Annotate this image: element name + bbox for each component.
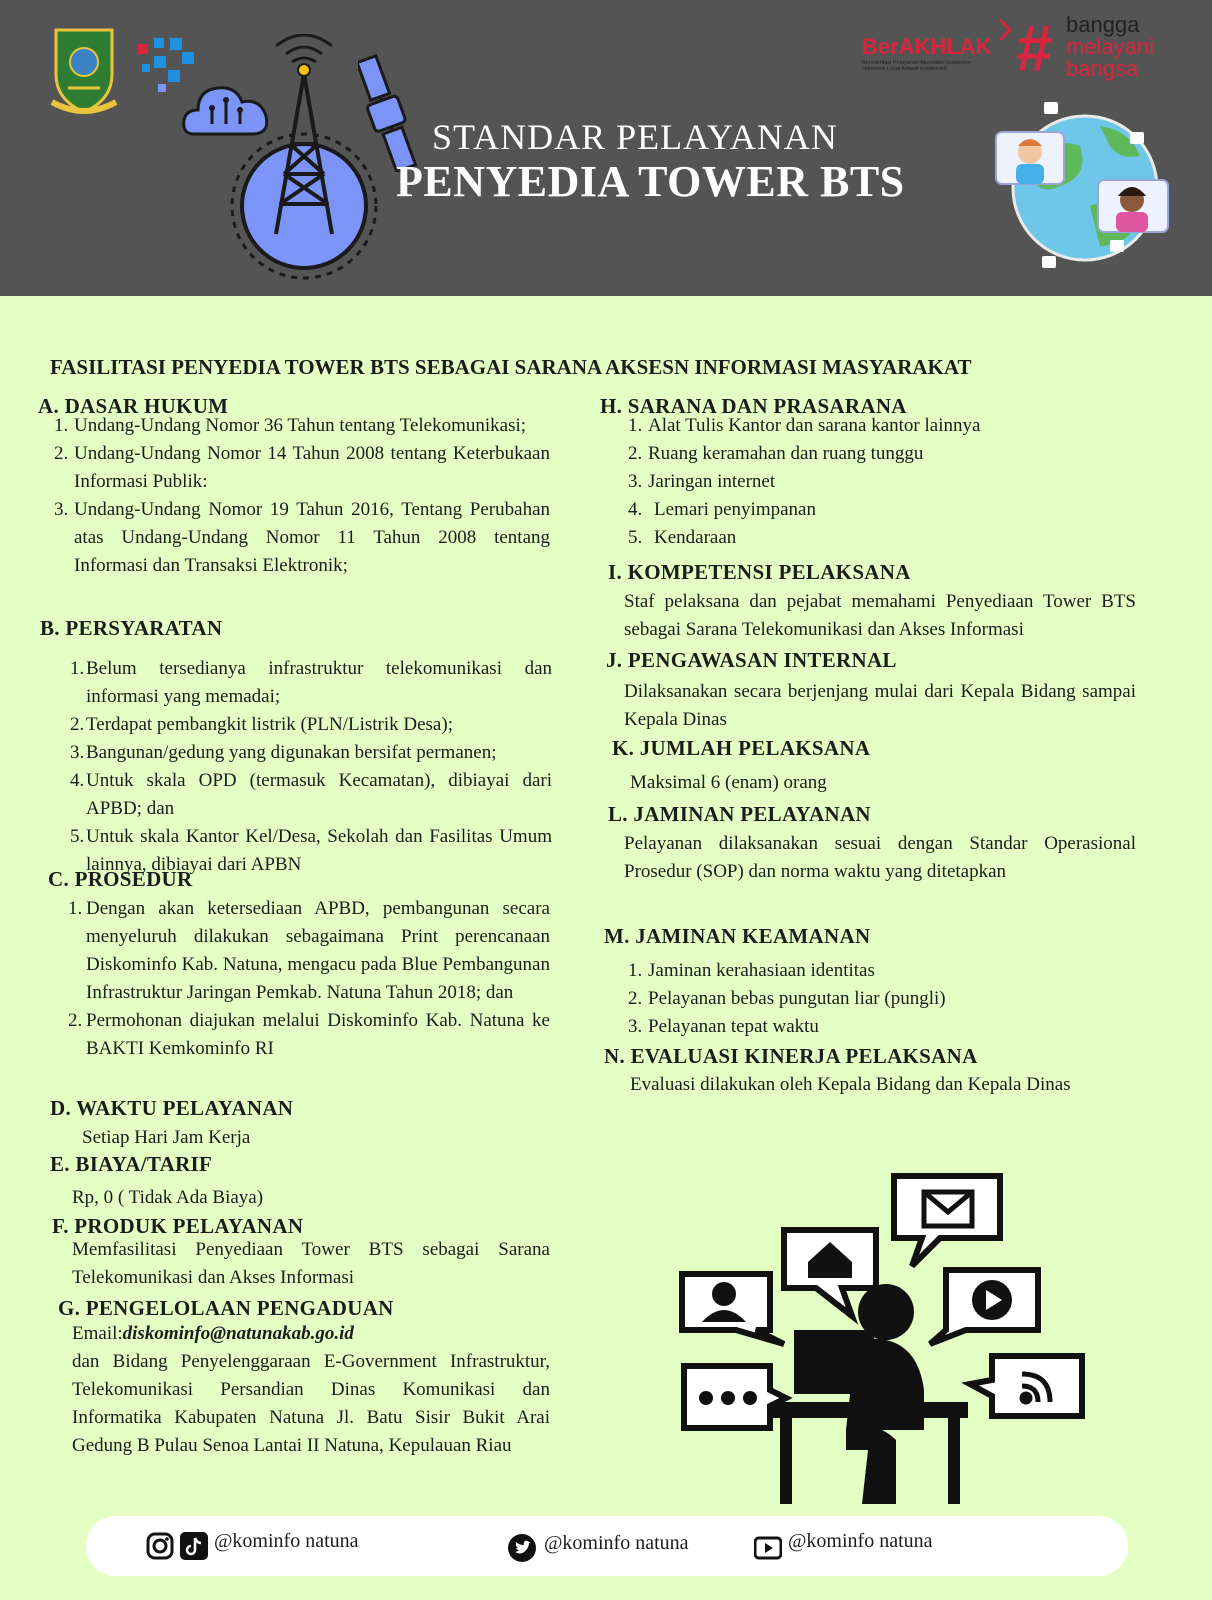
section-d-title: D. WAKTU PELAYANAN (50, 1096, 294, 1120)
section-b-title: B. PERSYARATAN (40, 616, 223, 640)
list-text: Ruang keramahan dan ruang tunggu (648, 443, 924, 464)
list-item (628, 468, 1148, 496)
bangga-melayani-bangsa (1066, 14, 1154, 80)
social-footer (86, 1516, 1128, 1576)
section-i-text: Staf pelaksana dan pejabat memahami Penyediaan Tower BTS sebagai Sarana Telekomunikasi dan Akses Informasi (624, 591, 1136, 640)
list-item (628, 440, 1148, 468)
berakhlak-tagline-1: Berorientasi Pelayanan Akuntabel Kompeten (862, 60, 972, 66)
tiktok-icon[interactable] (180, 1532, 208, 1560)
section-g-title: G. PENGELOLAAN PENGADUAN (58, 1296, 394, 1320)
bangsa-text: bangsa (1066, 56, 1139, 81)
list-item (628, 957, 1128, 985)
list-text: Alat Tulis Kantor dan sarana kantor lainnya (648, 415, 981, 436)
list-item (628, 496, 1148, 524)
section-h-list (628, 412, 1148, 552)
list-text: Terdapat pembangkit listrik (PLN/Listrik Desa); (86, 714, 453, 735)
section-b-list (70, 655, 552, 879)
list-item (70, 767, 552, 823)
desk-top (772, 1402, 968, 1418)
section-e-text: Rp, 0 ( Tidak Ada Biaya) (72, 1187, 264, 1208)
melayani-text: melayani (1066, 34, 1155, 59)
instagram-tiktok-handle[interactable]: @kominfo natuna (214, 1530, 359, 1552)
twitter-icon[interactable] (508, 1534, 536, 1562)
section-f-title: F. PRODUK PELAYANAN (52, 1214, 304, 1238)
list-text: Jaringan internet (648, 471, 776, 492)
list-number: 4. (628, 499, 643, 520)
section-c-list (68, 895, 550, 1063)
list-number: 2. (628, 443, 643, 464)
section-a-title: A. DASAR HUKUM (38, 394, 229, 418)
list-number: 3. (54, 499, 69, 520)
section-e-title: E. BIAYA/TARIF (50, 1152, 213, 1176)
list-number: 2. (70, 714, 85, 735)
section-g-text: dan Bidang Penyelenggaraan E-Government Infrastruktur, Telekomunikasi Persandian Dinas Komunikasi dan Informatika Kabupaten Natuna Jl. Batu Sisir Bukit Arai Gedung B Pulau Senoa Lantai II Natuna, Kepulauan Riau (72, 1351, 550, 1456)
list-number: 3. (628, 1016, 643, 1037)
section-j-title: J. PENGAWASAN INTERNAL (606, 648, 897, 672)
list-number: 2. (54, 443, 69, 464)
section-m-title: M. JAMINAN KEAMANAN (604, 924, 871, 948)
list-number: 3. (628, 471, 643, 492)
list-number: 2. (68, 1010, 83, 1031)
list-text: Pelayanan bebas pungutan liar (pungli) (648, 988, 946, 1009)
email-label: Email: (72, 1323, 123, 1344)
list-number: 1. (628, 415, 643, 436)
list-text: Untuk skala Kantor Kel/Desa, Sekolah dan Fasilitas Umum lainnya, dibiayai dari APBN (86, 826, 552, 875)
list-text: Dengan akan ketersediaan APBD, pembangunan secara menyeluruh dilakukan sebagaimana Print perencanaan Diskominfo Kab. Natuna, mengacu pada Blue Pembangunan Infrastruktur Jaringan Pemkab. Natuna Tahun 2018; dan (86, 898, 550, 1003)
section-i-title: I. KOMPETENSI PELAKSANA (608, 560, 911, 584)
section-m-list (628, 957, 1128, 1041)
section-k-title: K. JUMLAH PELAKSANA (612, 736, 871, 760)
hashtag-icon: # (1016, 11, 1053, 85)
list-text: Untuk skala OPD (termasuk Kecamatan), dibiayai dari APBD; dan (86, 770, 552, 819)
list-item (54, 440, 550, 496)
youtube-handle[interactable]: @kominfo natuna (788, 1530, 933, 1552)
list-number: 3. (70, 742, 85, 763)
section-j-text: Dilaksanakan secara berjenjang mulai dari Kepala Bidang sampai Kepala Dinas (624, 681, 1136, 730)
section-n-title: N. EVALUASI KINERJA PELAKSANA (604, 1044, 978, 1068)
list-item (70, 739, 552, 767)
list-number: 5. (70, 826, 85, 847)
instagram-icon[interactable] (146, 1532, 174, 1560)
list-item (54, 412, 550, 440)
mail-icon (924, 1192, 972, 1226)
section-l-text: Pelayanan dilaksanakan sesuai dengan Standar Operasional Prosedur (SOP) dan norma waktu yang ditetapkan (624, 833, 1136, 882)
list-text: Kendaraan (654, 527, 737, 548)
email-link[interactable]: diskominfo@natunakab.go.id (122, 1323, 354, 1344)
section-h-title: H. SARANA DAN PRASARANA (600, 394, 907, 418)
list-text: Lemari penyimpanan (654, 499, 816, 520)
list-text: Permohonan diajukan melalui Diskominfo Kab. Natuna ke BAKTI Kemkominfo RI (86, 1010, 550, 1059)
online-service-illustration (676, 1170, 1086, 1508)
regency-emblem-icon (48, 26, 120, 116)
header-banner (0, 0, 1212, 296)
list-text: Undang-Undang Nomor 14 Tahun 2008 tentang Keterbukaan Informasi Publik: (74, 443, 550, 492)
list-number: 2. (628, 988, 643, 1009)
dots-icon (699, 1391, 757, 1405)
list-item (628, 985, 1128, 1013)
twitter-handle[interactable]: @kominfo natuna (544, 1532, 689, 1554)
list-number: 4. (70, 770, 85, 791)
list-number: 1. (68, 898, 83, 919)
list-item (628, 1013, 1128, 1041)
title-line-2: PENYEDIA TOWER BTS (396, 157, 905, 206)
section-n-text: Evaluasi dilakukan oleh Kepala Bidang dan Kepala Dinas (630, 1074, 1071, 1095)
play-icon (972, 1280, 1012, 1320)
list-text: Jaminan kerahasiaan identitas (648, 960, 875, 981)
list-number: 1. (70, 658, 85, 679)
list-item (68, 1007, 550, 1063)
list-number: 1. (54, 415, 69, 436)
list-text: Belum tersedianya infrastruktur telekomunikasi dan informasi yang memadai; (86, 658, 552, 707)
title-line-1: STANDAR PELAYANAN (432, 117, 838, 157)
list-item (70, 711, 552, 739)
section-a-list (54, 412, 550, 580)
section-c-title: C. PROSEDUR (48, 867, 193, 891)
youtube-icon[interactable] (754, 1534, 782, 1562)
list-text: Bangunan/gedung yang digunakan bersifat permanen; (86, 742, 497, 763)
berakhlak-logo-text: BerAKHLAK (862, 34, 992, 59)
section-f-text: Memfasilitasi Penyediaan Tower BTS sebagai Sarana Telekomunikasi dan Akses Informasi (72, 1239, 550, 1288)
section-g-email-line (72, 1320, 550, 1348)
section-k-text: Maksimal 6 (enam) orang (630, 772, 827, 793)
main-heading: FASILITASI PENYEDIA TOWER BTS SEBAGAI SARANA AKSESN INFORMASI MASYARAKAT (50, 355, 972, 379)
berakhlak-tagline-2: Harmonis Loyal Adaptif Kolaboratif (862, 66, 947, 72)
user-bubble (682, 1274, 784, 1344)
list-text: Undang-Undang Nomor 19 Tahun 2016, Tentang Perubahan atas Undang-Undang Nomor 11 Tahun 2008 tentang Informasi dan Transaksi Elektronik; (74, 499, 550, 576)
list-item (54, 496, 550, 580)
list-item (628, 524, 1148, 552)
list-number: 1. (628, 960, 643, 981)
list-number: 5. (628, 527, 643, 548)
globe-video-call-icon (990, 96, 1180, 276)
list-item (628, 412, 1148, 440)
list-text: Pelayanan tepat waktu (648, 1016, 819, 1037)
chevron-right-icon (996, 16, 1016, 46)
monitor (794, 1330, 874, 1394)
section-d-text: Setiap Hari Jam Kerja (82, 1127, 251, 1148)
list-text: Undang-Undang Nomor 36 Tahun tentang Telekomunikasi; (74, 415, 527, 436)
satellite-icon (358, 52, 424, 172)
list-item (70, 655, 552, 711)
section-l-title: L. JAMINAN PELAYANAN (608, 802, 871, 826)
bangga-text: bangga (1066, 12, 1140, 37)
list-item (68, 895, 550, 1007)
